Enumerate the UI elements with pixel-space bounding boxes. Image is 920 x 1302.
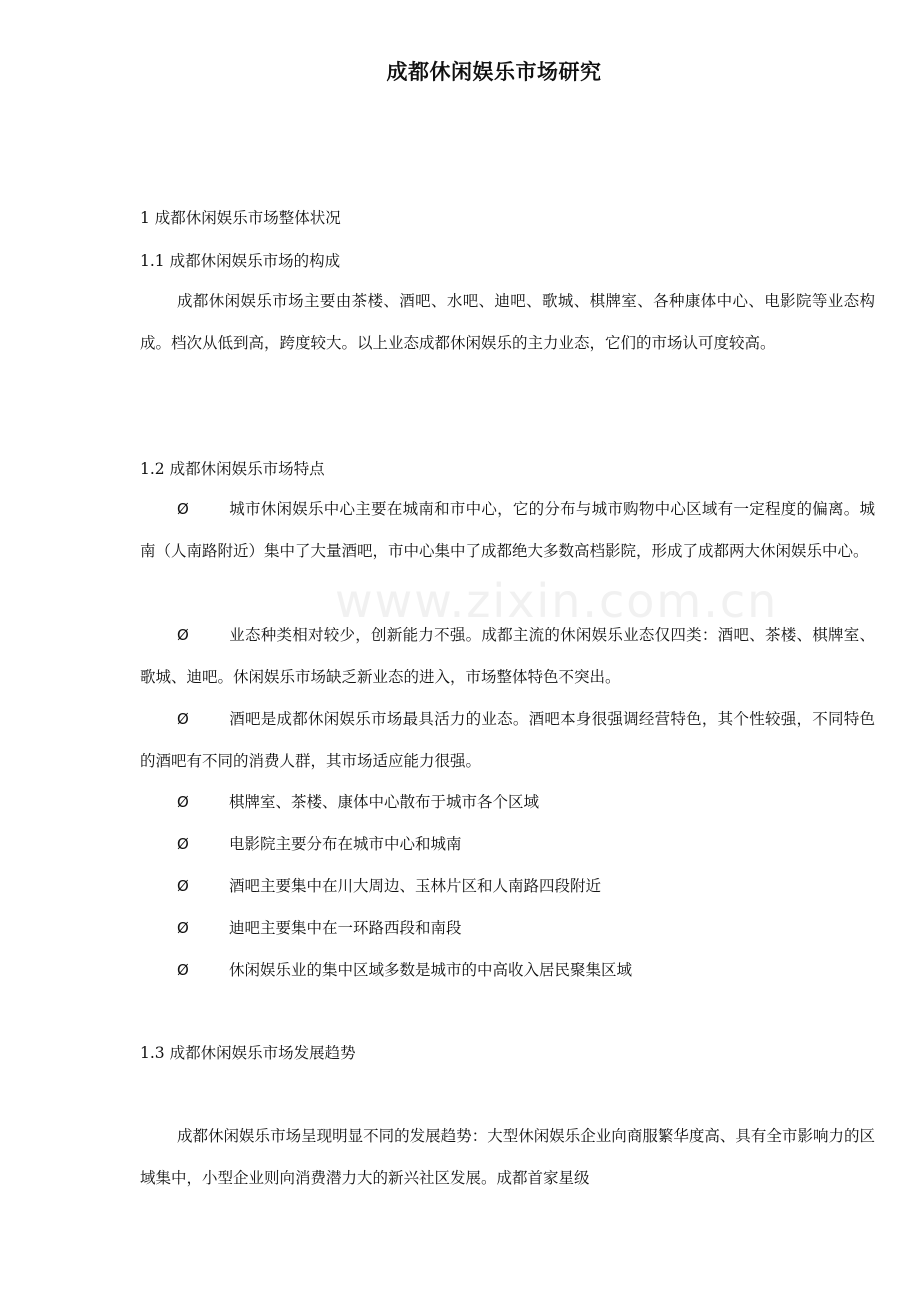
bullet-text: 酒吧主要集中在川大周边、玉林片区和人南路四段附近 [229,877,602,895]
bullet-text: 休闲娱乐业的集中区域多数是城市的中高收入居民聚集区域 [229,961,633,979]
bullet-text: 酒吧是成都休闲娱乐市场最具活力的业态。酒吧本身很强调经营特色，其个性较强，不同特色的酒吧有不同的消费人群，其市场适应能力很强。 [140,710,875,770]
watermark: www.zixin.com.cn [335,574,779,628]
section-1-3-paragraph: 成都休闲娱乐市场呈现明显不同的发展趋势：大型休闲娱乐企业向商服繁华度高、具有全市影响力的区域集中，小型企业则向消费潜力大的新兴社区发展。成都首家星级 [140,1127,875,1187]
section-1-1-heading: 1.1 成都休闲娱乐市场的构成 [140,252,341,270]
document-title: 成都休闲娱乐市场研究 [386,60,602,84]
bullet-item [140,823,875,865]
section-1-heading: 1 成都休闲娱乐市场整体状况 [140,209,341,227]
bullet-item [140,488,875,572]
bullet-text: 棋牌室、茶楼、康体中心散布于城市各个区域 [229,793,540,811]
bullet-item [140,698,875,782]
bullet-symbol: Ø [177,710,189,728]
bullet-item [140,907,875,949]
bullet-text: 迪吧主要集中在一环路西段和南段 [229,919,462,937]
bullet-text: 电影院主要分布在城市中心和城南 [229,835,462,853]
bullet-symbol: Ø [177,919,189,937]
bullet-symbol: Ø [177,500,189,518]
bullet-text: 城市休闲娱乐中心主要在城南和市中心，它的分布与城市购物中心区域有一定程度的偏离。城南（人南路附近）集中了大量酒吧，市中心集中了成都绝大多数高档影院，形成了成都两大休闲娱乐中心。 [140,500,875,560]
bullet-symbol: Ø [177,961,189,979]
bullet-item [140,865,875,907]
bullet-text: 业态种类相对较少，创新能力不强。成都主流的休闲娱乐业态仅四类：酒吧、茶楼、棋牌室、歌城、迪吧。休闲娱乐市场缺乏新业态的进入，市场整体特色不突出。 [140,626,875,686]
section-1-3-heading: 1.3 成都休闲娱乐市场发展趋势 [140,1044,356,1062]
bullet-symbol: Ø [177,626,189,644]
bullet-symbol: Ø [177,835,189,853]
section-1-2-heading: 1.2 成都休闲娱乐市场特点 [140,460,325,478]
bullet-item [140,949,875,991]
bullet-symbol: Ø [177,793,189,811]
bullet-item [140,781,875,823]
bullet-symbol: Ø [177,877,189,895]
bullet-item [140,614,875,698]
section-1-1-paragraph: 成都休闲娱乐市场主要由茶楼、酒吧、水吧、迪吧、歌城、棋牌室、各种康体中心、电影院等业态构成。档次从低到高，跨度较大。以上业态成都休闲娱乐的主力业态，它们的市场认可度较高。 [140,292,875,352]
